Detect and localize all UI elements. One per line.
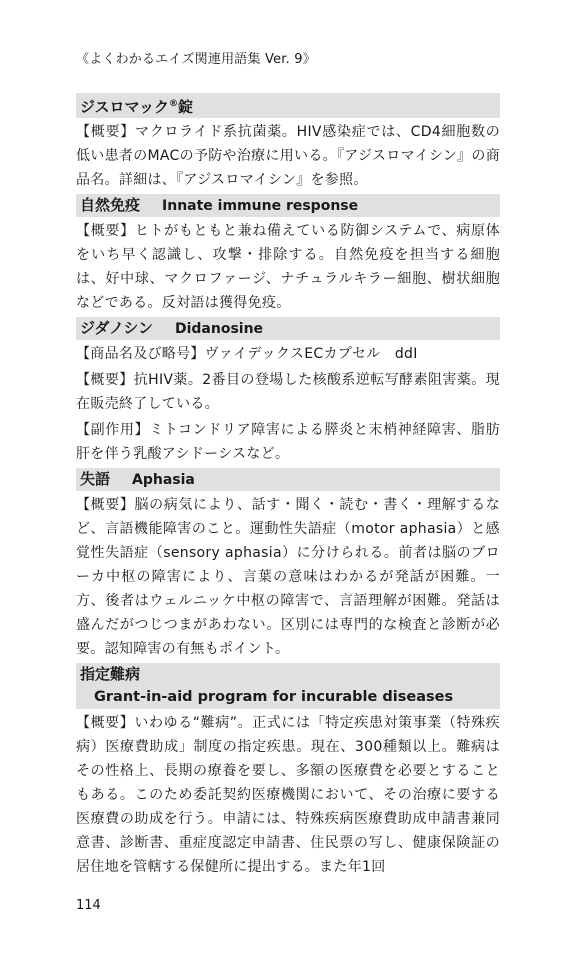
glossary-content [76, 91, 500, 879]
term-heading [76, 317, 500, 340]
term-english: Aphasia [132, 472, 195, 488]
term-description: 【概要】抗HIV薬。2番目の登場した核酸系逆転写酵素阻害薬。現在販売終了している。 [76, 372, 500, 412]
term-side-effects: 【副作用】ミトコンドリア障害による膵炎と末梢神経障害、脂肪肝を伴う乳酸アシドーシスなど。 [76, 422, 500, 462]
term-description: 【概要】マクロライド系抗菌薬。HIV感染症では、CD4細胞数の低い患者のMACの予防や治療に用いる。『アジスロマイシン』の商品名。詳細は、『アジスロマイシン』を参照。 [76, 124, 500, 188]
term-name: ジスロマック [80, 98, 169, 116]
term-heading [76, 468, 500, 491]
term-description: 【概要】脳の病気により、話す・聞く・読む・書く・理解するなど、言語機能障害のこと。運動性失語症（motor aphasia）と感覚性失語症（sensory aphasia）に分けられる。前者は脳のブローカ中枢の障害により、言葉の意味はわかるが発話が困難。一方、後者はウェルニッケ中枢の障害で、言語理解が困難。発話は盛んだがつじつまがあわない。区別には専門的な検査と診断が必要。認知障害の有無もポイント。 [76, 497, 500, 657]
term-trade-name: 【商品名及び略号】ヴァイデックスECカプセル ddI [76, 346, 418, 362]
term-name: 指定難病 [80, 665, 141, 683]
term-description: 【概要】ヒトがもともと兼ね備えている防御システムで、病原体をいち早く認識し、攻撃・排除する。自然免疫を担当する細胞は、好中球、マクロファージ、ナチュラルキラー細胞、樹状細胞などである。反対語は獲得免疫。 [76, 223, 500, 311]
term-description: 【概要】いわゆる“難病”。正式には「特定疾患対策事業（特殊疾病）医療費助成」制度の指定疾患。現在、300種類以上。難病はその性格上、長期の療養を要し、多額の医療費を必要とすることもある。このため委託契約医療機関において、その治療に要する医療費の助成を行う。申請には、特殊疾病医療費助成申請書兼同意書、診断書、重症度認定申請書、住民票の写し、健康保険証の居住地を管轄する保健所に提出する。また年1回 [76, 715, 500, 875]
term-name-suffix: 錠 [177, 98, 193, 116]
term-english: Grant-in-aid program for incurable diseases [94, 689, 454, 705]
registered-mark: ® [168, 99, 178, 109]
term-heading [76, 663, 500, 709]
term-name: 自然免疫 [80, 196, 141, 214]
term-english: Didanosine [174, 321, 264, 337]
term-english: Innate immune response [162, 198, 359, 214]
page-number: 114 [76, 898, 101, 913]
term-heading [76, 194, 500, 217]
term-name: 失語 [80, 470, 111, 488]
term-heading [76, 93, 500, 118]
term-name: ジダノシン [80, 319, 153, 337]
running-header: 《よくわかるエイズ関連用語集 Ver. 9》 [76, 52, 316, 67]
